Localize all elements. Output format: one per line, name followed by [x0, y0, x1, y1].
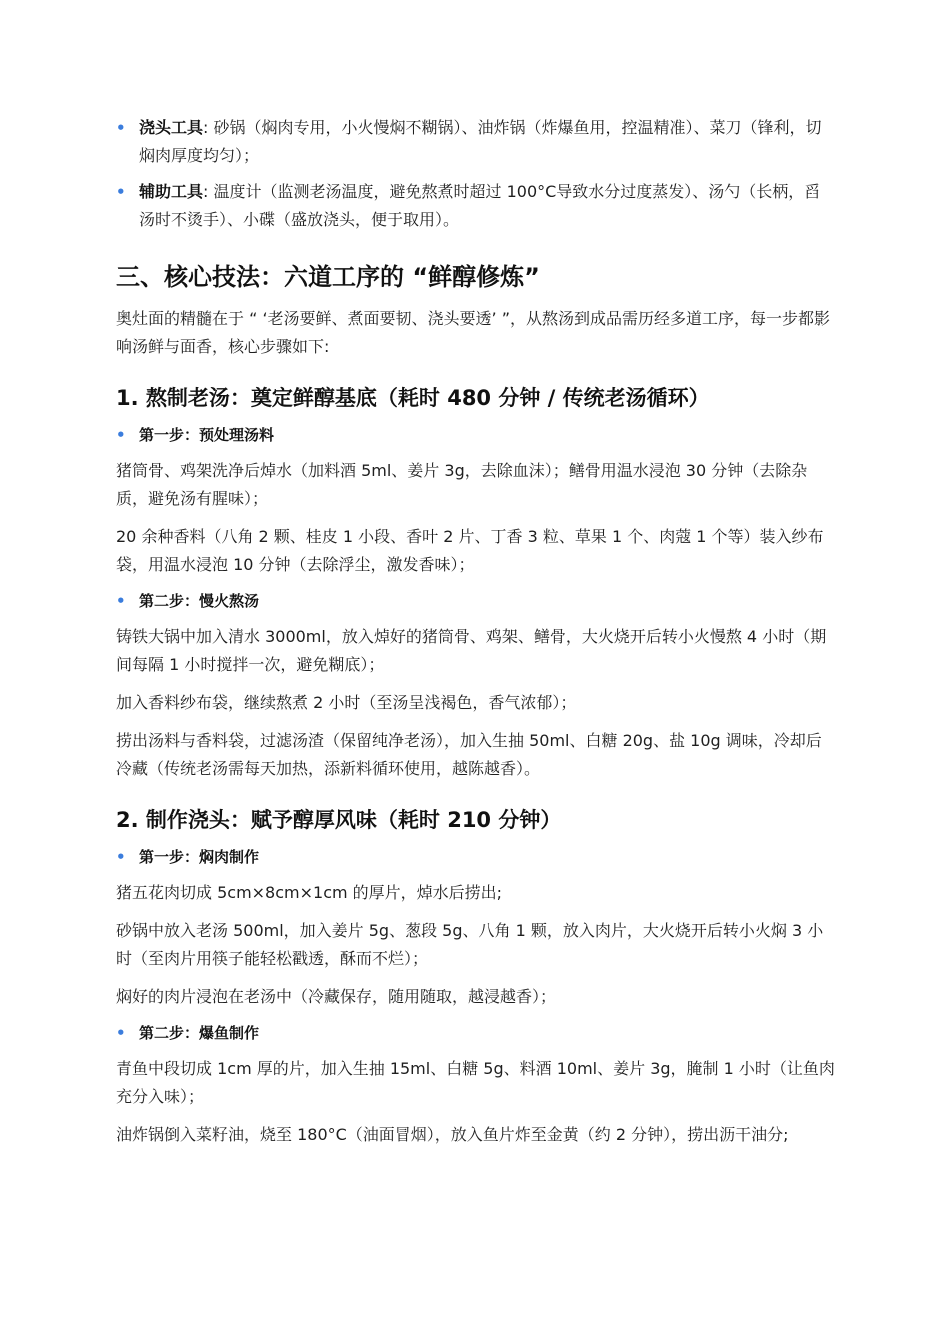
tools-text: 砂锅（焖肉专用，小火慢焖不糊锅）、油炸锅（炸爆鱼用，控温精准）、菜刀（锋利，切焖肉厚度均匀）；	[139, 118, 822, 165]
bullet-icon: •	[116, 848, 126, 866]
part-1-step-2-para-3: 捞出汤料与香料袋，过滤汤渣（保留纯净老汤），加入生抽 50ml、白糖 20g、盐 10g 调味，冷却后冷藏（传统老汤需每天加热，添新料循环使用，越陈越香）。	[116, 731, 822, 778]
tools-label: 辅助工具	[139, 182, 204, 201]
part-2-step-1-para-1: 猪五花肉切成 5cm×8cm×1cm 的厚片，焯水后捞出;	[116, 883, 503, 902]
section-3-title: 三、核心技法：六道工序的 “鲜醇修炼”	[116, 263, 540, 291]
part-1-step-2-para-2: 加入香料纱布袋，继续熬煮 2 小时（至汤呈浅褐色，香气浓郁）；	[116, 693, 577, 712]
bullet-icon: •	[116, 183, 126, 201]
part-1-step-1-para-2: 20 余种香料（八角 2 颗、桂皮 1 小段、香叶 2 片、丁香 3 粒、草果 1 个、肉蔻 1 个等）装入纱布袋，用温水浸泡 10 分钟（去除浮尘，激发香味）；	[116, 527, 824, 574]
tools-item-cookware: • 浇头工具: 砂锅（焖肉专用，小火慢焖不糊锅）、油炸锅（炸爆鱼用，控温精准）、菜刀（锋利，切焖肉厚度均匀）；	[116, 114, 835, 170]
bullet-icon: •	[116, 1024, 126, 1042]
part-2-step-2-title: • 第二步：爆鱼制作	[116, 1021, 835, 1045]
part-2-title: 2. 制作浇头：赋予醇厚风味（耗时 210 分钟）	[116, 808, 562, 832]
tools-label: 浇头工具	[139, 118, 204, 137]
part-1-step-1-title: • 第一步：预处理汤料	[116, 423, 835, 447]
part-1-title: 1. 熬制老汤：奠定鲜醇基底（耗时 480 分钟 / 传统老汤循环）	[116, 386, 710, 410]
bullet-icon: •	[116, 426, 126, 444]
part-2-step-2-para-1: 青鱼中段切成 1cm 厚的片，加入生抽 15ml、白糖 5g、料酒 10ml、姜片 3g，腌制 1 小时（让鱼肉充分入味）；	[116, 1059, 835, 1106]
tools-text: 温度计（监测老汤温度，避免熬煮时超过 100°C导致水分过度蒸发）、汤勺（长柄，舀汤时不烫手）、小碟（盛放浇头，便于取用）。	[139, 182, 821, 229]
part-1-step-2-title: • 第二步：慢火熬汤	[116, 589, 835, 613]
part-2-step-1-para-2: 砂锅中放入老汤 500ml，加入姜片 5g、葱段 5g、八角 1 颗，放入肉片，大火烧开后转小火焖 3 小时（至肉片用筷子能轻松戳透，酥而不烂）；	[116, 921, 824, 968]
bullet-icon: •	[116, 592, 126, 610]
part-1-step-1-para-1: 猪筒骨、鸡架洗净后焯水（加料酒 5ml、姜片 3g，去除血沫）；鳝骨用温水浸泡 30 分钟（去除杂质，避免汤有腥味）；	[116, 461, 808, 508]
part-2-step-1-title: • 第一步：焖肉制作	[116, 845, 835, 869]
bullet-icon: •	[116, 119, 126, 137]
part-1-step-2-para-1: 铸铁大锅中加入清水 3000ml，放入焯好的猪筒骨、鸡架、鳝骨，大火烧开后转小火慢熬 4 小时（期间每隔 1 小时搅拌一次，避免糊底）；	[116, 627, 827, 674]
part-2-step-2-para-2: 油炸锅倒入菜籽油，烧至 180°C（油面冒烟），放入鱼片炸至金黄（约 2 分钟），捞出沥干油分;	[116, 1125, 789, 1144]
tools-item-auxiliary: • 辅助工具: 温度计（监测老汤温度，避免熬煮时超过 100°C导致水分过度蒸发）、汤勺（长柄，舀汤时不烫手）、小碟（盛放浇头，便于取用）。	[116, 178, 835, 234]
part-2-step-1-para-3: 焖好的肉片浸泡在老汤中（冷藏保存，随用随取，越浸越香）；	[116, 987, 557, 1006]
section-3-intro: 奥灶面的精髓在于 “ ‘老汤要鲜、煮面要韧、浇头要透’ ”，从熬汤到成品需历经多道工序，每一步都影响汤鲜与面香，核心步骤如下:	[116, 309, 831, 356]
